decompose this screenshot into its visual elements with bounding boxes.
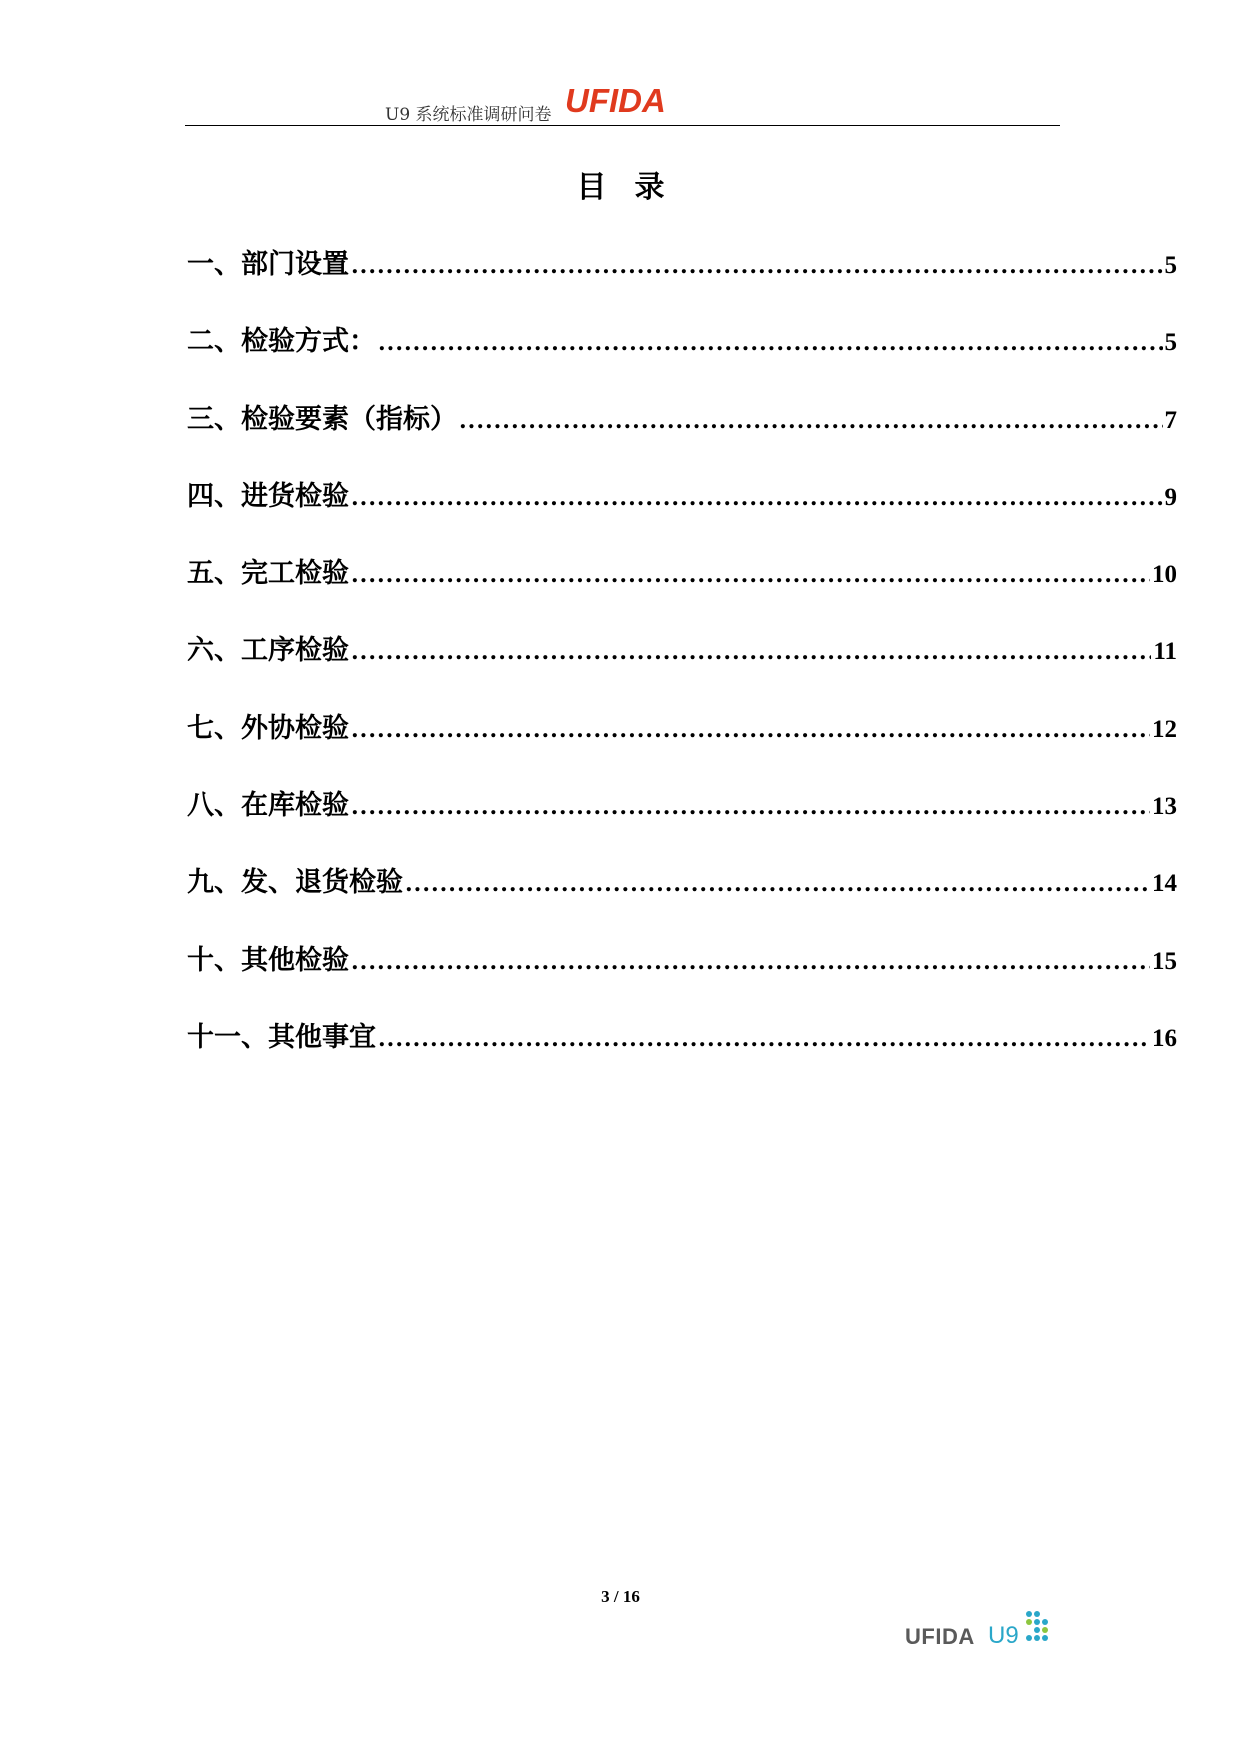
toc-entry[interactable] <box>187 938 1177 1015</box>
toc-entry-page: 5 <box>1164 252 1177 279</box>
toc-leader-dots <box>351 253 1163 279</box>
toc-entry-page: 7 <box>1164 406 1177 434</box>
toc-entry[interactable] <box>187 706 1177 783</box>
toc-leader-dots <box>378 330 1163 356</box>
toc-entry[interactable] <box>187 474 1177 551</box>
table-of-contents <box>187 242 1177 1092</box>
toc-entry-page: 14 <box>1152 870 1177 898</box>
toc-entry-page: 16 <box>1152 1024 1177 1052</box>
toc-entry-label: 八、在库检验 <box>187 790 349 822</box>
toc-entry-page: 12 <box>1152 715 1177 743</box>
toc-entry-label: 七、外协检验 <box>187 712 349 744</box>
toc-leader-dots <box>378 1026 1150 1052</box>
toc-entry[interactable] <box>187 860 1177 937</box>
page-header <box>185 80 1060 128</box>
ufida-u9-footer-logo <box>905 1610 1055 1654</box>
toc-leader-dots <box>351 485 1163 511</box>
toc-leader-dots <box>351 639 1151 665</box>
toc-entry-page: 11 <box>1153 638 1177 666</box>
toc-entry[interactable] <box>187 397 1177 474</box>
toc-leader-dots <box>351 562 1150 588</box>
toc-entry-label: 九、发、退货检验 <box>187 867 403 899</box>
toc-leader-dots <box>351 794 1150 820</box>
toc-leader-dots <box>351 717 1150 743</box>
toc-title: 目录 <box>576 170 693 205</box>
toc-entry-label: 十、其他检验 <box>187 944 349 976</box>
toc-entry[interactable] <box>187 242 1177 319</box>
toc-entry-page: 15 <box>1152 947 1177 975</box>
toc-entry-label: 一、部门设置 <box>187 249 349 280</box>
toc-entry-page: 13 <box>1152 793 1177 821</box>
toc-leader-dots <box>351 949 1150 975</box>
toc-entry-label: 二、检验方式： <box>187 326 376 358</box>
toc-leader-dots <box>459 408 1163 434</box>
toc-entry[interactable] <box>187 1015 1177 1092</box>
toc-entry-page: 9 <box>1164 483 1177 511</box>
toc-entry-page: 5 <box>1164 329 1177 357</box>
toc-entry[interactable] <box>187 783 1177 860</box>
toc-entry[interactable] <box>187 628 1177 705</box>
toc-entry-label: 十一、其他事宜 <box>187 1021 376 1053</box>
u9-dots-icon <box>1023 1610 1053 1646</box>
header-text: U9 系统标准调研问卷 <box>385 105 552 125</box>
footer-logo-u9: U9 <box>988 1622 1019 1649</box>
toc-entry-page: 10 <box>1152 561 1177 589</box>
toc-entry-label: 五、完工检验 <box>187 558 349 590</box>
toc-leader-dots <box>405 871 1150 897</box>
toc-entry-label: 六、工序检验 <box>187 635 349 667</box>
ufida-header-logo: UFIDA <box>565 82 666 119</box>
toc-entry[interactable] <box>187 551 1177 628</box>
toc-entry[interactable] <box>187 319 1177 396</box>
toc-entry-label: 四、进货检验 <box>187 480 349 512</box>
header-rule <box>185 125 1060 126</box>
page-number: 3 / 16 <box>601 1587 640 1606</box>
footer-logo-text: UFIDA <box>905 1624 975 1649</box>
toc-entry-label: 三、检验要素（指标） <box>187 403 457 435</box>
